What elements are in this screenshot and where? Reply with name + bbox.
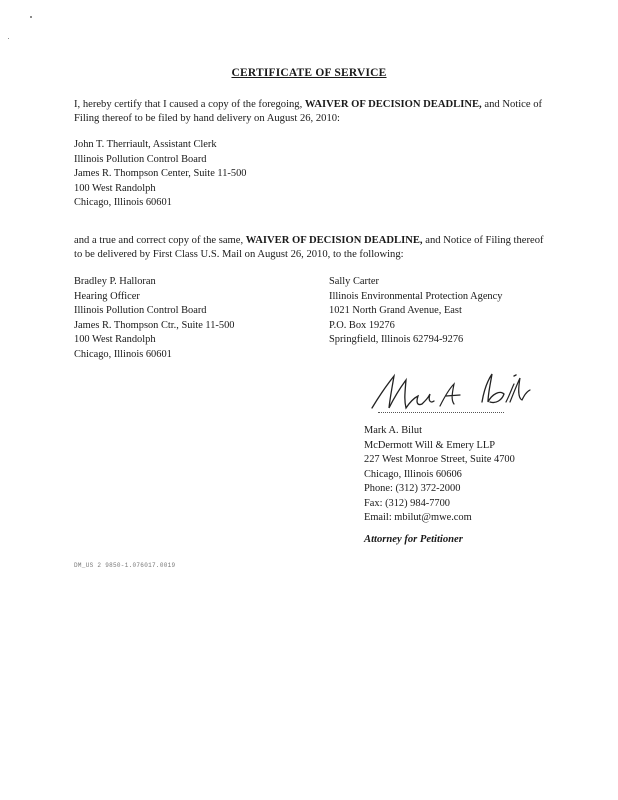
signer-line: 227 West Monroe Street, Suite 4700 <box>364 454 515 465</box>
document-id: DM_US 2 9850-1.076017.0019 <box>74 562 176 569</box>
address-line: Bradley P. Halloran <box>74 276 156 287</box>
signer-line: Mark A. Bilut <box>364 425 423 436</box>
signature-line <box>378 412 504 413</box>
signer-line: McDermott Will & Emery LLP <box>364 439 495 451</box>
paragraph-mailing <box>74 234 554 262</box>
address-line: 1021 North Grand Avenue, East <box>329 305 462 316</box>
scan-speck <box>8 38 9 39</box>
clerk-address-block <box>74 138 246 211</box>
signer-line: Chicago, Illinois 60606 <box>364 468 462 480</box>
signer-line: Phone: (312) 372-2000 <box>364 483 461 494</box>
certificate-title: CERTIFICATE OF SERVICE <box>231 67 387 79</box>
paragraph-mailing-lead: and a true and correct copy of the same, <box>74 235 244 246</box>
paragraph-filing-tail: and Notice of Filing thereof to be filed by hand delivery on August 26, 2010: <box>74 99 543 124</box>
address-line: Sally Carter <box>329 276 379 287</box>
address-line: John T. Therriault, Assistant Clerk <box>74 139 217 150</box>
address-line: Springfield, Illinois 62794-9276 <box>329 334 464 345</box>
paragraph-filing-bold: WAIVER OF DECISION DEADLINE, <box>304 99 482 110</box>
handwritten-signature <box>364 368 534 416</box>
scan-speck <box>30 16 32 18</box>
paragraph-mailing-tail: and Notice of Filing thereof to be delivered by First Class U.S. Mail on August 26, 2010, to the following: <box>74 235 544 260</box>
address-line: Chicago, Illinois 60601 <box>74 348 172 360</box>
address-line: 100 West Randolph <box>74 334 156 345</box>
address-line: James R. Thompson Ctr., Suite 11-500 <box>74 319 235 331</box>
signer-line: Email: mbilut@mwe.com <box>364 512 472 523</box>
address-line: Illinois Pollution Control Board <box>74 305 207 316</box>
paragraph-mailing-bold: WAIVER OF DECISION DEADLINE, <box>245 235 423 246</box>
address-line: Hearing Officer <box>74 290 140 302</box>
address-line: Illinois Environmental Protection Agency <box>329 290 503 302</box>
address-line: P.O. Box 19276 <box>329 319 395 331</box>
attorney-for-petitioner: Attorney for Petitioner <box>364 534 463 545</box>
hearing-officer-address-block <box>74 275 234 362</box>
epa-address-block <box>329 275 502 348</box>
address-line: Chicago, Illinois 60601 <box>74 197 172 208</box>
address-line: James R. Thompson Center, Suite 11-500 <box>74 168 247 179</box>
address-line: Illinois Pollution Control Board <box>74 153 207 165</box>
paragraph-filing <box>74 98 554 126</box>
paragraph-filing-lead: I, hereby certify that I caused a copy of the foregoing, <box>74 99 303 110</box>
signer-block <box>364 424 515 526</box>
signer-line: Fax: (312) 984-7700 <box>364 497 451 509</box>
address-line: 100 West Randolph <box>74 182 156 194</box>
